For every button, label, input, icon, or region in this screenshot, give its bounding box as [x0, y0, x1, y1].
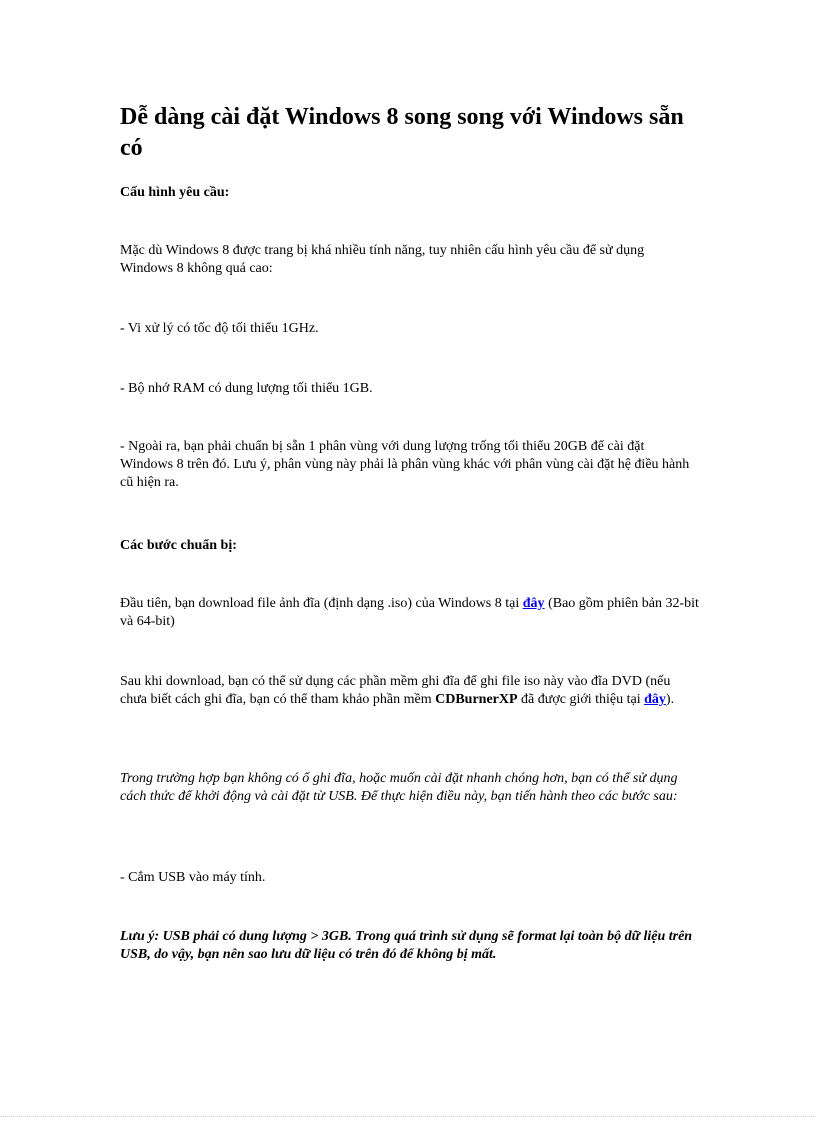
burn-text-middle: đã được giới thiệu tại	[517, 692, 645, 707]
intro-paragraph: Mặc dù Windows 8 được trang bị khá nhiều tính năng, tuy nhiên cấu hình yêu cầu để sử dụng Windows 8 không quá cao:	[120, 243, 645, 276]
burn-guide-link[interactable]: đây	[644, 692, 666, 707]
page-bottom-divider	[0, 1116, 816, 1117]
usb-step: - Cắm USB vào máy tính.	[120, 870, 266, 885]
requirement-ram: - Bộ nhớ RAM có dung lượng tối thiểu 1GB.	[120, 381, 373, 396]
usb-intro-paragraph: Trong trường hợp bạn không có ổ ghi đĩa, hoặc muốn cài đặt nhanh chóng hơn, bạn có thể sử dụng cách thức để khởi động và cài đặt từ USB. Để thực hiện điều này, bạn tiến hành theo các bước sau:	[120, 771, 678, 804]
preparation-heading: Các bước chuẩn bị:	[120, 538, 237, 553]
download-link[interactable]: đây	[522, 596, 545, 611]
burn-paragraph	[120, 673, 700, 709]
download-paragraph	[120, 595, 700, 631]
download-text-after: (Bao gồm phiên bản 32-bit và 64-bit)	[120, 596, 699, 629]
download-text-before: Đầu tiên, bạn download file ảnh đĩa (định dạng .iso) của Windows 8 tại	[120, 596, 523, 611]
software-name: CDBurnerXP	[435, 692, 518, 707]
requirements-heading: Cấu hình yêu cầu:	[120, 185, 230, 200]
burn-text-after: ).	[665, 692, 675, 707]
requirement-disk: - Ngoài ra, bạn phải chuẩn bị sẵn 1 phân vùng với dung lượng trống tối thiểu 20GB để cài đặt Windows 8 trên đó. Lưu ý, phân vùng này phải là phân vùng khác với phân vùng cài đặt hệ điều hành cũ hiện ra.	[120, 439, 690, 490]
requirement-cpu: - Vi xử lý có tốc độ tối thiểu 1GHz.	[120, 321, 319, 336]
usb-note: Lưu ý: USB phải có dung lượng > 3GB. Trong quá trình sử dụng sẽ format lại toàn bộ dữ liệu trên USB, do vậy, bạn nên sao lưu dữ liệu có trên đó để không bị mất.	[120, 929, 693, 962]
document-title: Dễ dàng cài đặt Windows 8 song song với Windows sẵn có	[120, 104, 684, 161]
burn-text-before: Sau khi download, bạn có thể sử dụng các phần mềm ghi đĩa để ghi file iso này vào đĩa DVD (nếu chưa biết cách ghi đĩa, bạn có thể tham khảo phần mềm	[120, 674, 671, 707]
